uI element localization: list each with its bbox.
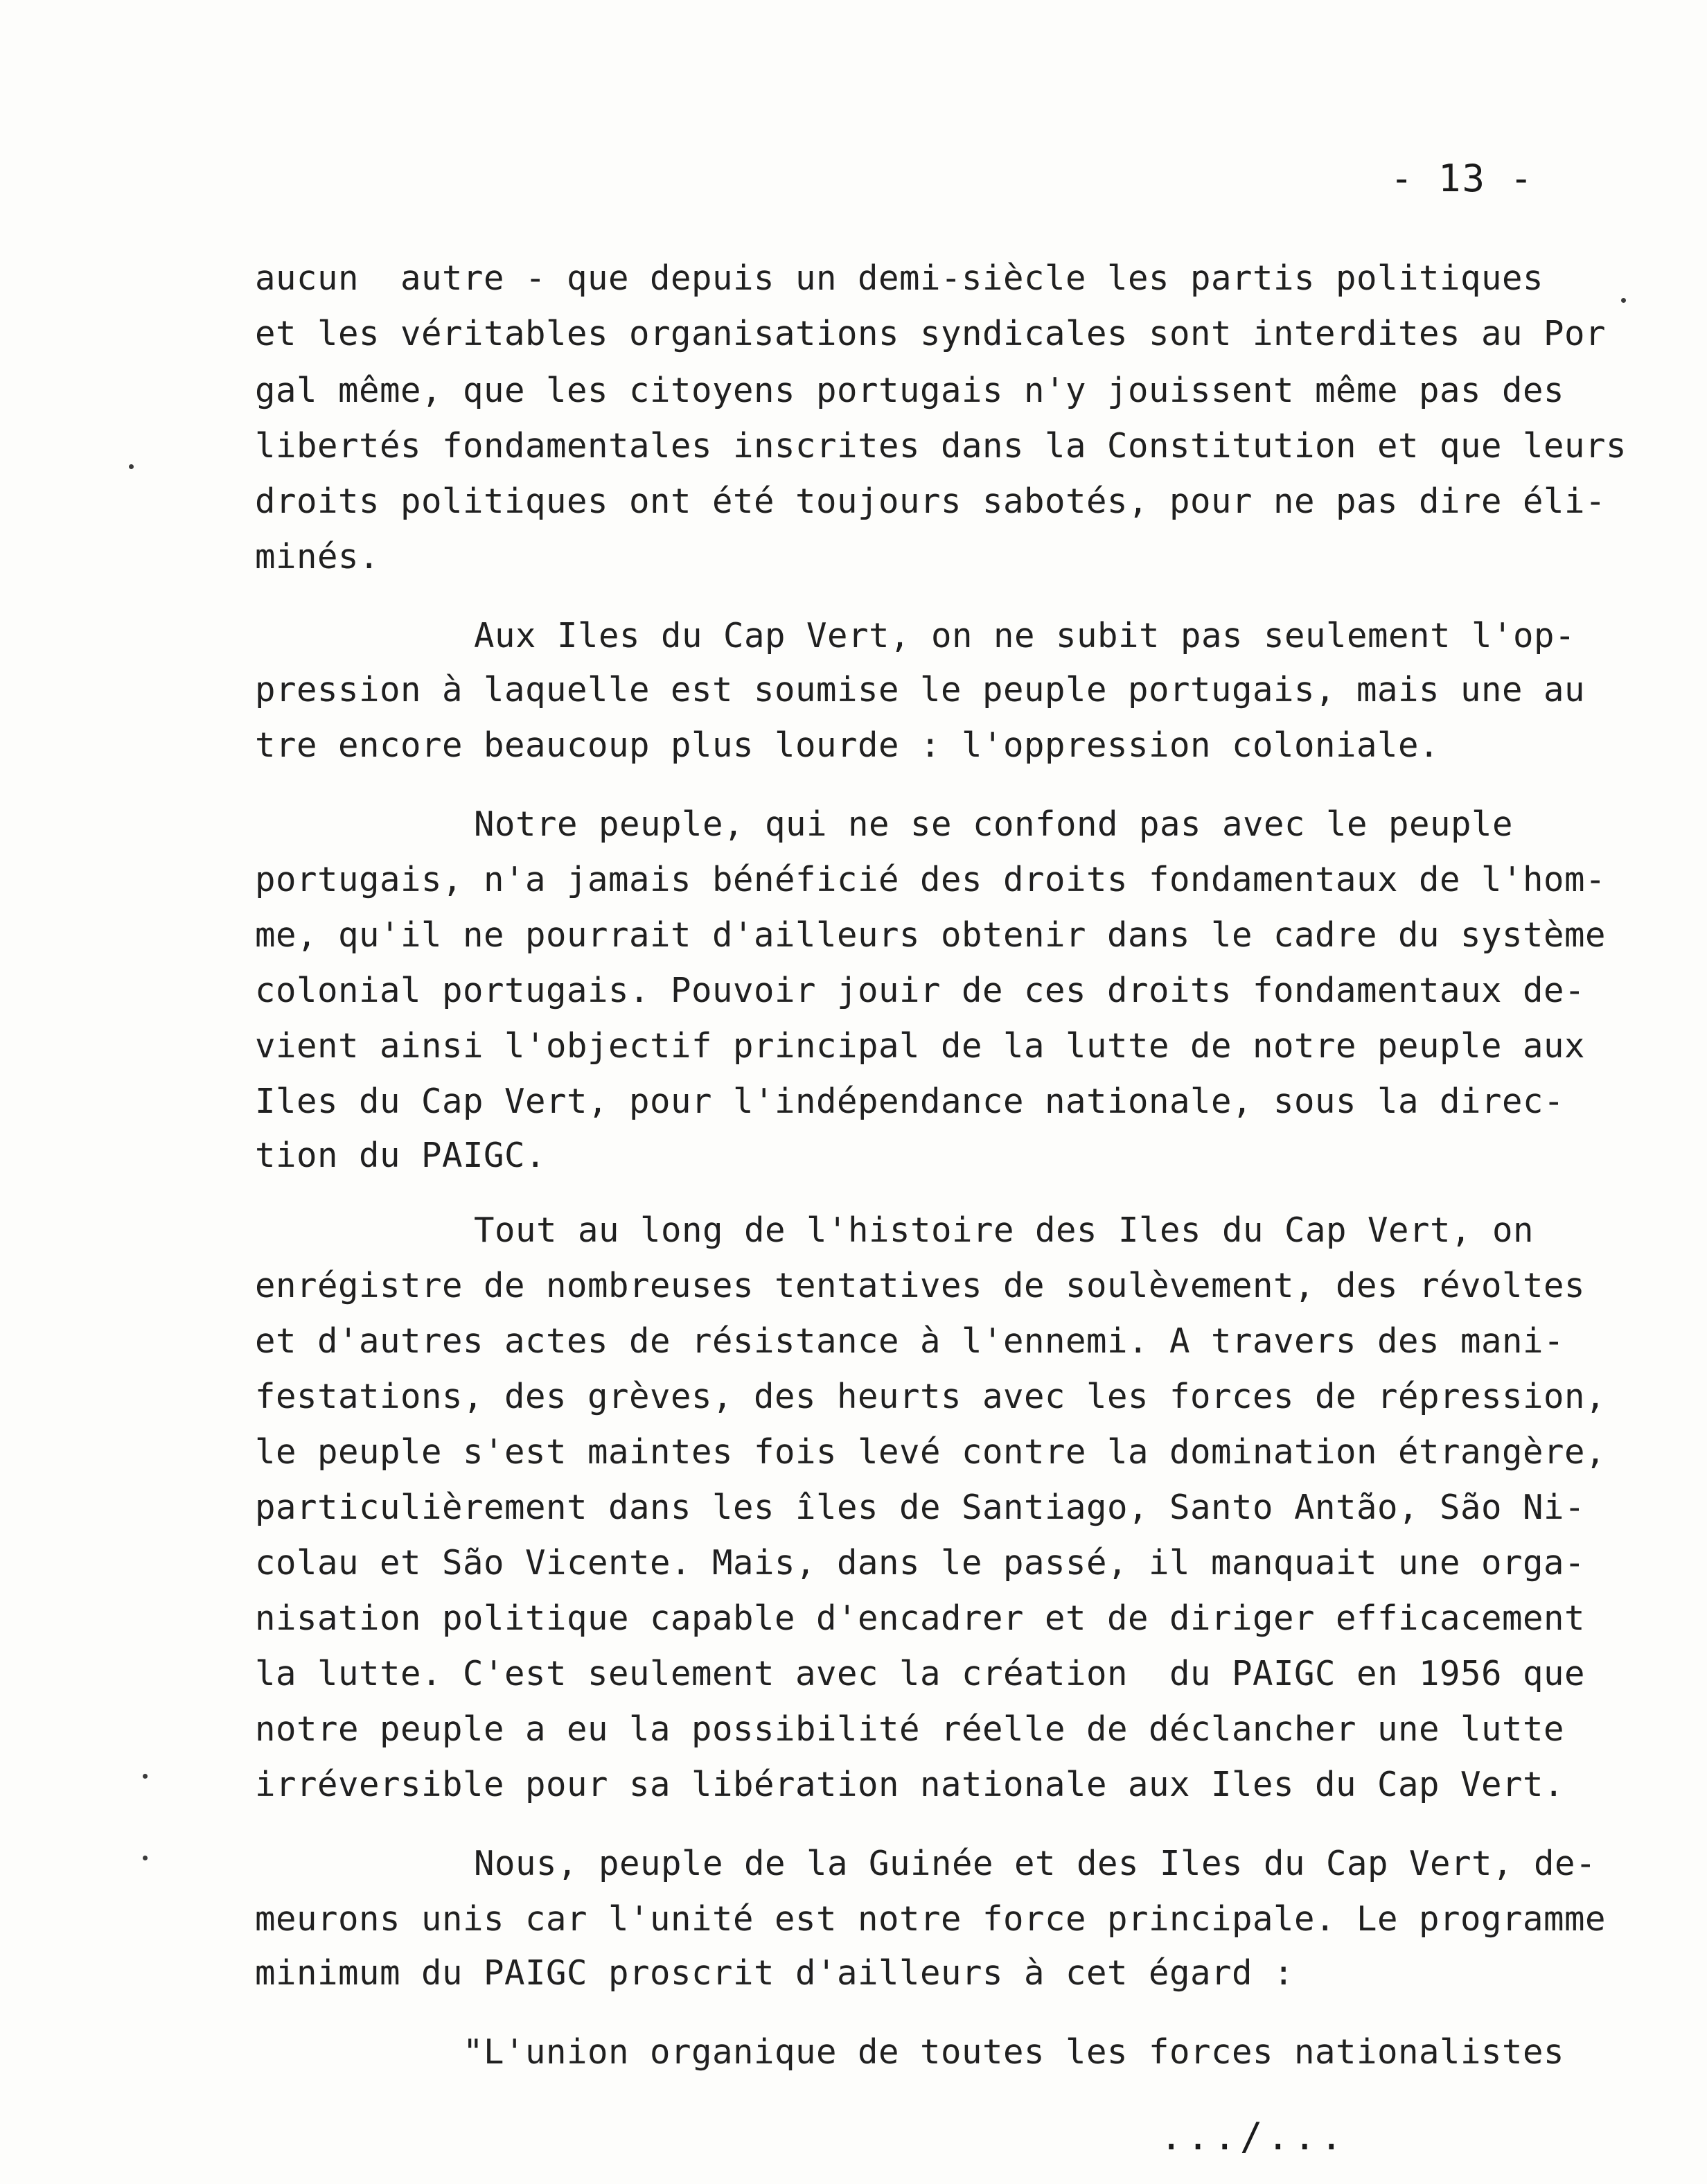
page-number: - 13 - xyxy=(1390,157,1534,200)
body-line: aucun autre - que depuis un demi-siècle les partis politiques xyxy=(255,258,1544,298)
scan-speck xyxy=(143,1774,148,1779)
body-line: notre peuple a eu la possibilité réelle de déclancher une lutte xyxy=(255,1709,1565,1749)
body-line: et d'autres actes de résistance à l'ennemi. A travers des mani- xyxy=(255,1321,1565,1361)
body-line: Aux Iles du Cap Vert, on ne subit pas seulement l'op- xyxy=(474,616,1576,655)
body-line: minés. xyxy=(255,537,380,576)
scan-speck xyxy=(1621,298,1626,303)
body-line: gal même, que les citoyens portugais n'y jouissent même pas des xyxy=(255,371,1565,410)
body-line: enrégistre de nombreuses tentatives de soulèvement, des révoltes xyxy=(255,1266,1586,1305)
body-line: vient ainsi l'objectif principal de la lutte de notre peuple aux xyxy=(255,1026,1586,1066)
body-line: tre encore beaucoup plus lourde : l'oppression coloniale. xyxy=(255,725,1440,765)
quote-line: "L'union organique de toutes les forces nationalistes xyxy=(463,2032,1565,2072)
body-line: colonial portugais. Pouvoir jouir de ces droits fondamentaux de- xyxy=(255,971,1586,1010)
body-line: Notre peuple, qui ne se confond pas avec le peuple xyxy=(474,804,1514,844)
body-line: minimum du PAIGC proscrit d'ailleurs à cet égard : xyxy=(255,1953,1295,1993)
body-line: tion du PAIGC. xyxy=(255,1136,547,1175)
body-line: meurons unis car l'unité est notre force principale. Le programme xyxy=(255,1899,1607,1939)
body-line: et les véritables organisations syndicales sont interdites au Por xyxy=(255,314,1607,353)
body-line: irréversible pour sa libération nationale aux Iles du Cap Vert. xyxy=(255,1765,1565,1804)
body-line: nisation politique capable d'encadrer et de diriger efficacement xyxy=(255,1599,1586,1638)
continuation-mark: .../... xyxy=(1160,2115,1347,2158)
body-line: Iles du Cap Vert, pour l'indépendance nationale, sous la direc- xyxy=(255,1082,1565,1121)
body-line: colau et São Vicente. Mais, dans le passé, il manquait une orga- xyxy=(255,1543,1586,1583)
scan-speck xyxy=(143,1856,148,1860)
body-line: festations, des grèves, des heurts avec les forces de répression, xyxy=(255,1377,1607,1416)
body-line: la lutte. C'est seulement avec la création du PAIGC en 1956 que xyxy=(255,1654,1586,1693)
body-line: Nous, peuple de la Guinée et des Iles du Cap Vert, de- xyxy=(474,1844,1597,1883)
body-line: libertés fondamentales inscrites dans la Constitution et que leurs xyxy=(255,426,1627,466)
body-line: droits politiques ont été toujours sabotés, pour ne pas dire éli- xyxy=(255,482,1607,521)
body-line: me, qu'il ne pourrait d'ailleurs obtenir dans le cadre du système xyxy=(255,915,1607,955)
body-line: pression à laquelle est soumise le peuple portugais, mais une au xyxy=(255,670,1586,710)
scan-speck xyxy=(129,464,134,469)
body-line: le peuple s'est maintes fois levé contre la domination étrangère, xyxy=(255,1432,1607,1472)
body-line: particulièrement dans les îles de Santiago, Santo Antão, São Ni- xyxy=(255,1488,1586,1527)
body-line: Tout au long de l'histoire des Iles du Cap Vert, on xyxy=(474,1210,1534,1250)
body-line: portugais, n'a jamais bénéficié des droits fondamentaux de l'hom- xyxy=(255,860,1607,899)
